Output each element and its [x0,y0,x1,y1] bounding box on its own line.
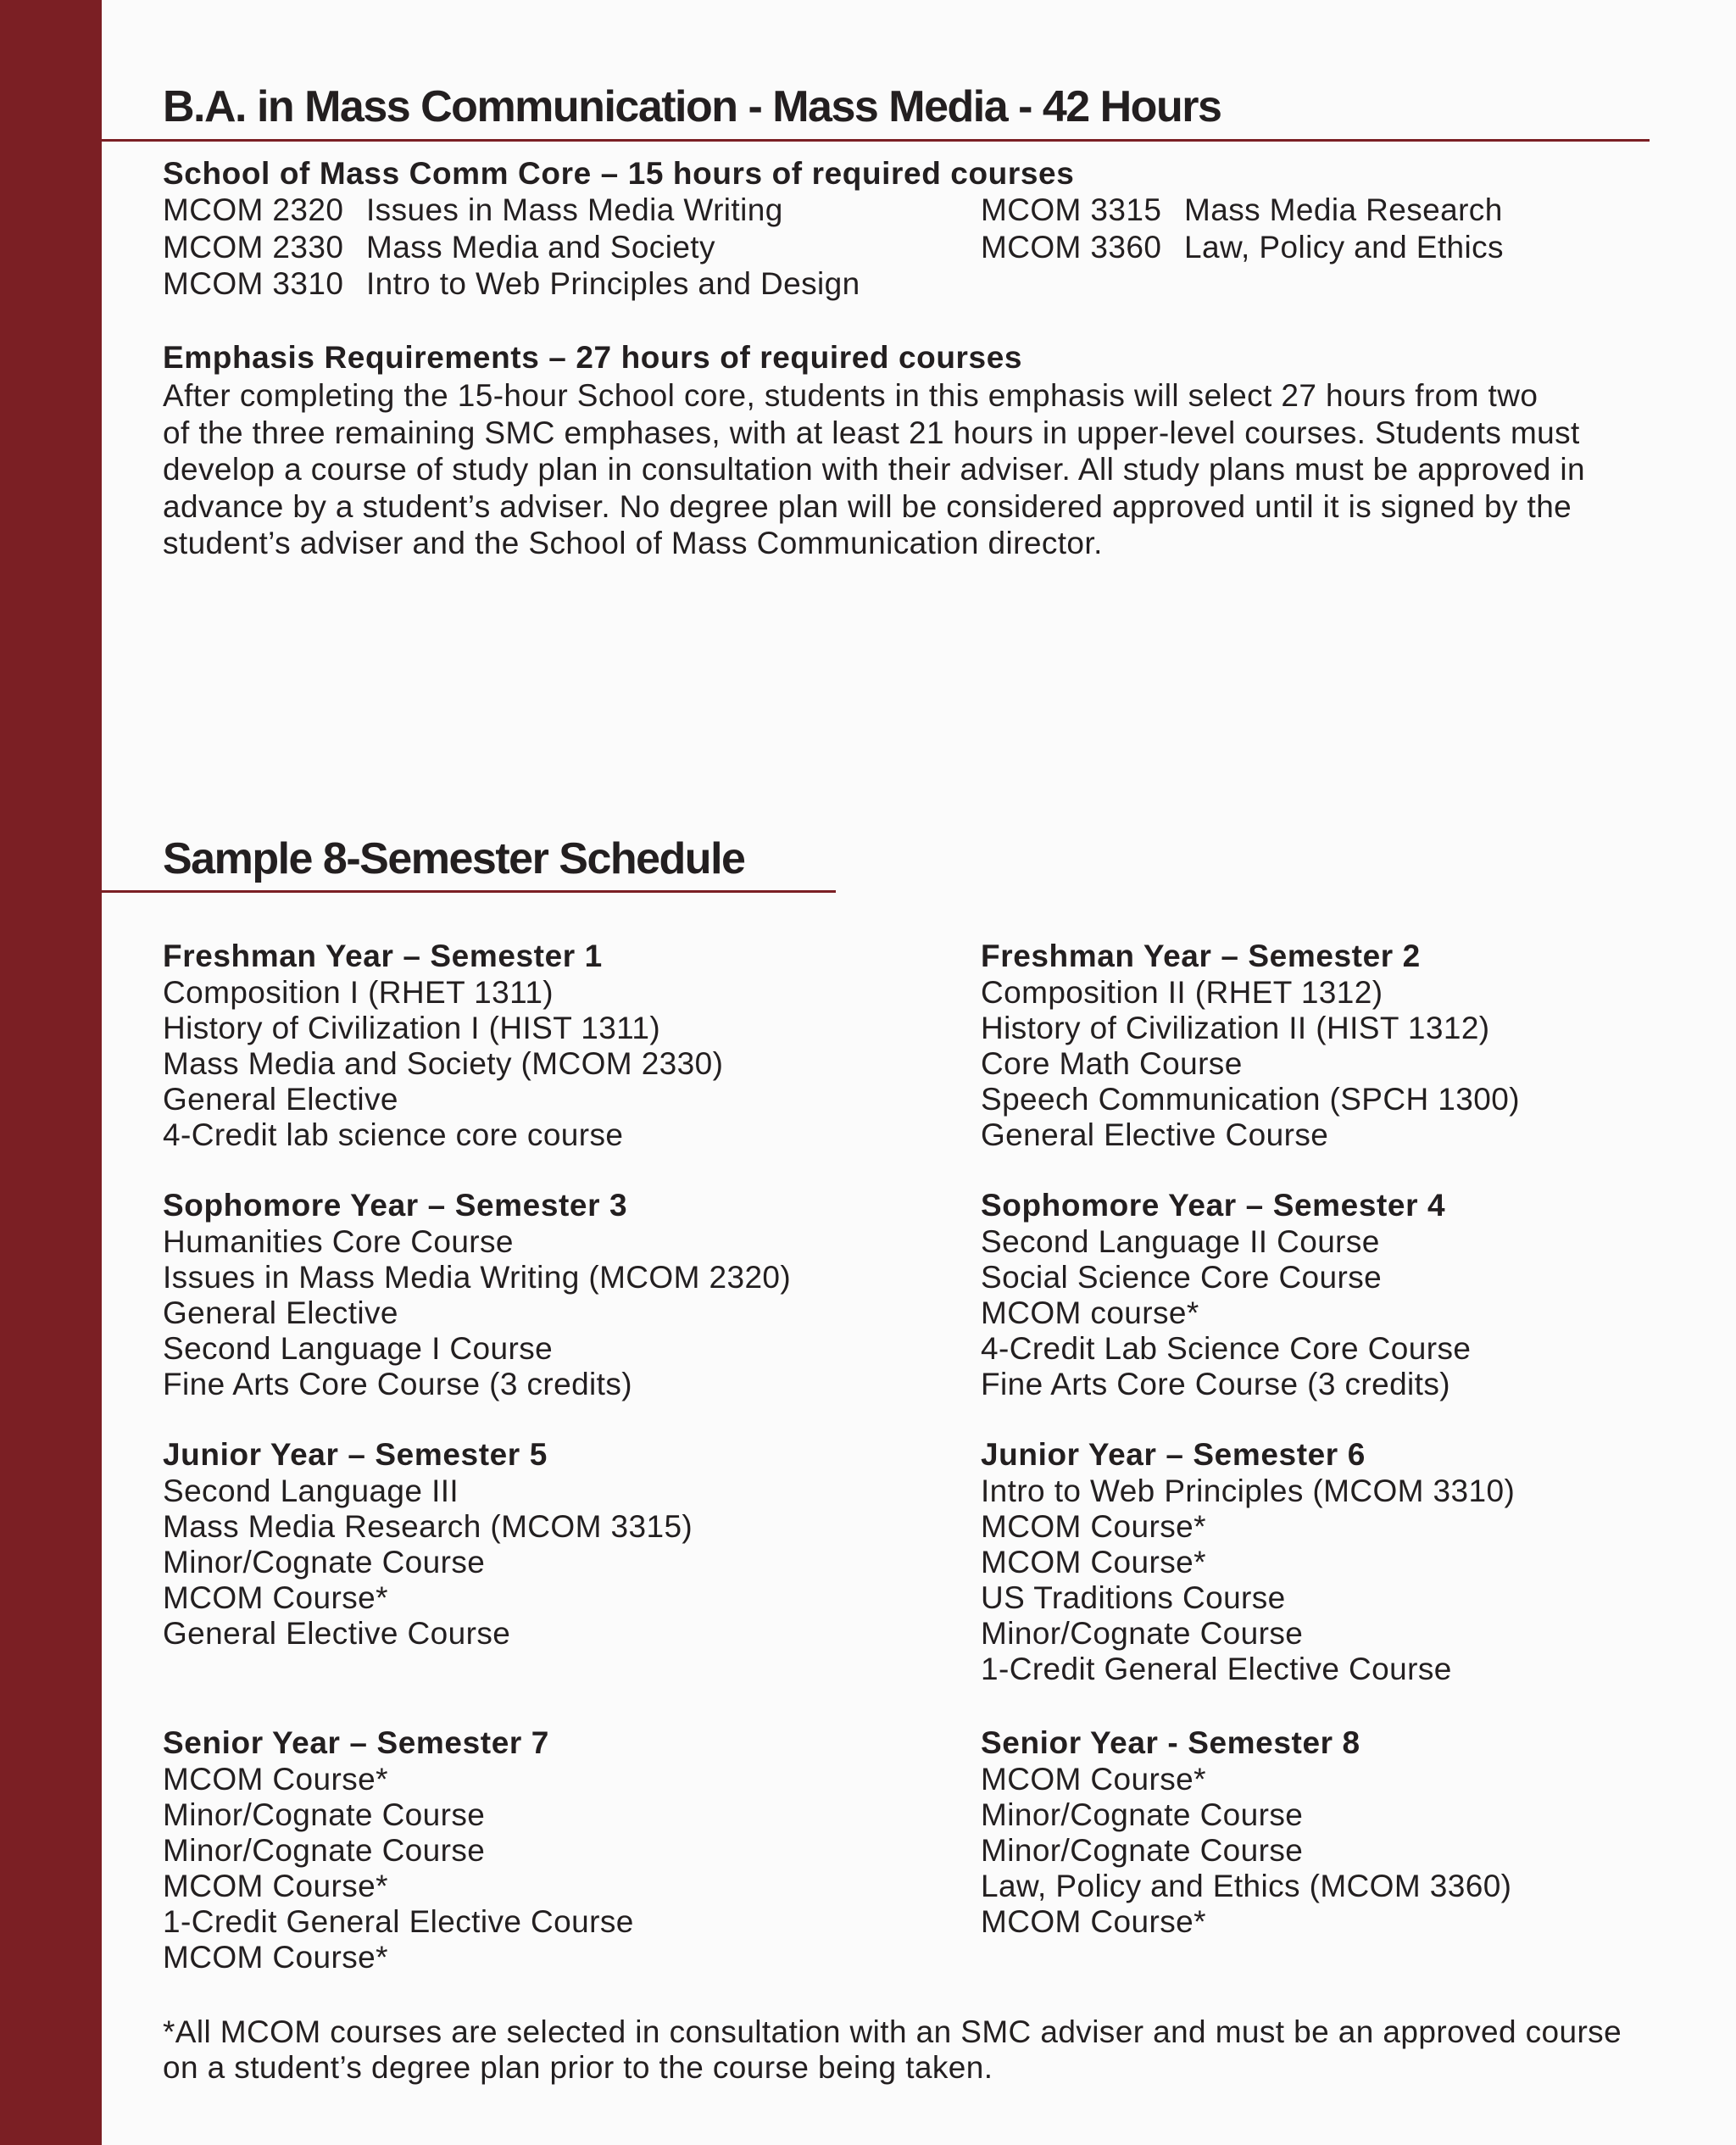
course-item: Minor/Cognate Course [163,1832,486,1868]
course-item: MCOM Course* [981,1761,1206,1797]
semester-block-2 [981,938,1520,1153]
course-item: 1-Credit General Elective Course [163,1903,634,1939]
course-item: 4-Credit lab science core course [163,1117,624,1152]
course-item: Mass Media and Society (MCOM 2330) [163,1045,724,1081]
semester-block-8 [981,1724,1511,1940]
course-item: Second Language II Course [981,1223,1380,1259]
schedule-title-underline [102,890,836,893]
course-item: US Traditions Course [981,1580,1286,1615]
course-title: Law, Policy and Ethics [1184,229,1504,265]
course-code: MCOM 3360 [981,229,1162,265]
course-item: General Elective [163,1081,398,1117]
core-heading: School of Mass Comm Core – 15 hours of required courses [163,156,1075,191]
semester-heading: Sophomore Year – Semester 4 [981,1188,1446,1223]
course-item: Intro to Web Principles (MCOM 3310) [981,1473,1516,1508]
semester-heading: Sophomore Year – Semester 3 [163,1188,628,1223]
semester-heading: Junior Year – Semester 6 [981,1437,1366,1472]
course-item: MCOM Course* [981,1544,1206,1580]
emphasis-heading: Emphasis Requirements – 27 hours of required courses [163,340,1023,375]
course-item: Minor/Cognate Course [981,1615,1304,1651]
course-code: MCOM 2330 [163,229,344,265]
course-line [981,192,1504,229]
course-item: Core Math Course [981,1045,1243,1081]
course-item: Minor/Cognate Course [981,1797,1304,1832]
footnote-line: on a student’s degree plan prior to the course being taken. [163,2050,993,2085]
course-item: Speech Communication (SPCH 1300) [981,1081,1520,1117]
course-item: MCOM Course* [163,1580,388,1615]
semester-heading: Freshman Year – Semester 1 [163,939,603,973]
course-line [981,229,1504,266]
semester-block-6 [981,1436,1515,1687]
semester-block-3 [163,1187,791,1402]
course-item: MCOM Course* [981,1508,1206,1544]
course-item: Second Language III [163,1473,459,1508]
course-title: Intro to Web Principles and Design [366,266,860,301]
semester-block-7 [163,1724,634,1975]
core-courses-left [163,192,860,303]
course-item: General Elective Course [981,1117,1329,1152]
course-item: General Elective [163,1295,398,1330]
course-item: Mass Media Research (MCOM 3315) [163,1508,693,1544]
course-item: Minor/Cognate Course [163,1797,486,1832]
course-item: Second Language I Course [163,1330,554,1366]
schedule-title: Sample 8-Semester Schedule [163,834,745,883]
course-code: MCOM 3315 [981,192,1162,227]
course-item: Composition I (RHET 1311) [163,974,554,1010]
emphasis-paragraph [163,377,1655,562]
course-item: MCOM Course* [981,1903,1206,1939]
course-item: Law, Policy and Ethics (MCOM 3360) [981,1868,1512,1903]
footnote-line: *All MCOM courses are selected in consultation with an SMC adviser and must be an approved course [163,2014,1622,2049]
course-item: History of Civilization I (HIST 1311) [163,1010,661,1045]
course-item: Social Science Core Course [981,1259,1383,1295]
course-item: Composition II (RHET 1312) [981,974,1383,1010]
semester-heading: Senior Year - Semester 8 [981,1725,1360,1760]
paragraph-line: develop a course of study plan in consultation with their adviser. All study plans must be approved in [163,452,1585,487]
semester-block-1 [163,938,723,1153]
course-item: General Elective Course [163,1615,511,1651]
core-courses-right [981,192,1504,265]
course-item: Minor/Cognate Course [981,1832,1304,1868]
course-item: Fine Arts Core Course (3 credits) [163,1366,632,1401]
semester-heading: Freshman Year – Semester 2 [981,939,1421,973]
semester-heading: Junior Year – Semester 5 [163,1437,548,1472]
course-item: MCOM Course* [163,1868,388,1903]
course-title: Issues in Mass Media Writing [366,192,783,227]
course-item: 1-Credit General Elective Course [981,1651,1452,1686]
course-item: Minor/Cognate Course [163,1544,486,1580]
paragraph-line: After completing the 15-hour School core, students in this emphasis will select 27 hours from two [163,378,1538,413]
course-item: History of Civilization II (HIST 1312) [981,1010,1490,1045]
paragraph-line: advance by a student’s adviser. No degree plan will be considered approved until it is signed by the [163,488,1572,524]
semester-heading: Senior Year – Semester 7 [163,1725,549,1760]
title-underline [102,139,1650,142]
course-item: Fine Arts Core Course (3 credits) [981,1366,1450,1401]
course-item: 4-Credit Lab Science Core Course [981,1330,1472,1366]
course-title: Mass Media Research [1184,192,1503,227]
course-item: MCOM Course* [163,1939,388,1975]
course-title: Mass Media and Society [366,229,715,265]
page-title: B.A. in Mass Communication - Mass Media - 42 Hours [163,82,1221,131]
side-color-band [0,0,102,2145]
footnote [163,2014,1622,2086]
course-code: MCOM 3310 [163,266,344,301]
semester-block-4 [981,1187,1471,1402]
course-line [163,192,860,229]
course-line [163,265,860,303]
course-item: MCOM Course* [163,1761,388,1797]
paragraph-line: student’s adviser and the School of Mass Communication director. [163,526,1103,560]
course-item: MCOM course* [981,1295,1199,1330]
semester-block-5 [163,1436,693,1652]
course-line [163,229,860,266]
course-code: MCOM 2320 [163,192,344,227]
paragraph-line: of the three remaining SMC emphases, with at least 21 hours in upper-level courses. Students must [163,415,1580,450]
course-item: Issues in Mass Media Writing (MCOM 2320) [163,1259,792,1295]
course-item: Humanities Core Course [163,1223,514,1259]
